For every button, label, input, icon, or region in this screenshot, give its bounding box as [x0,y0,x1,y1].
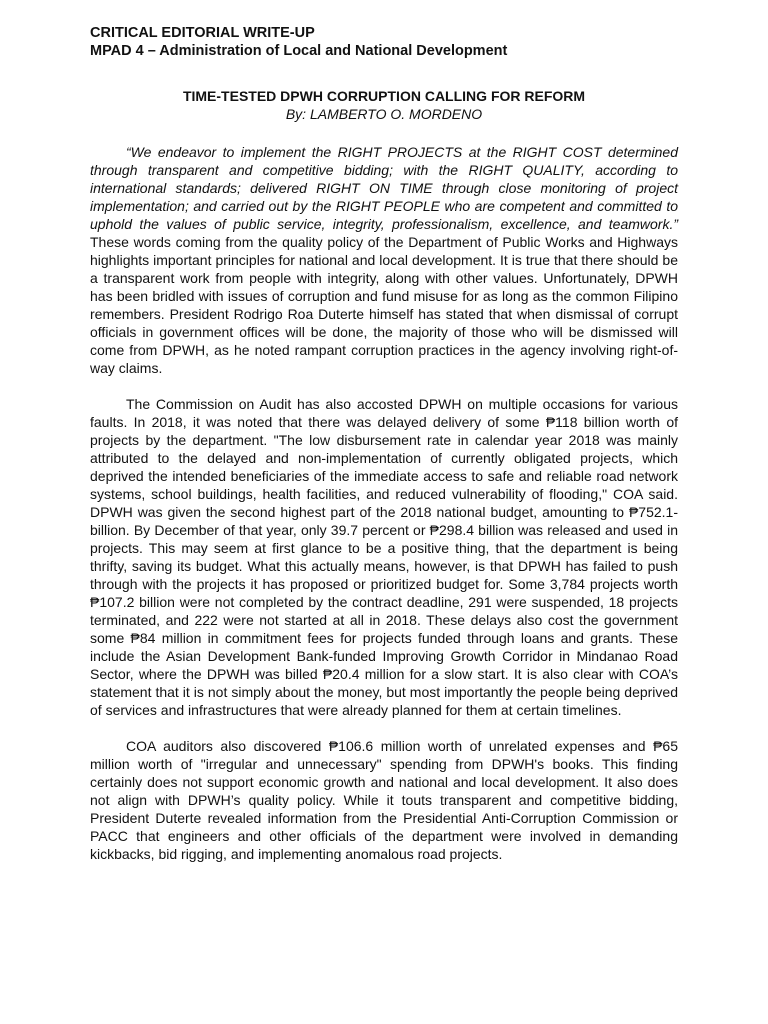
paragraph-1 [90,143,678,377]
article-byline: By: LAMBERTO O. MORDENO [285,106,483,122]
paragraph-3: COA auditors also discovered ₱106.6 million worth of unrelated expenses and ₱65 million worth of "irregular and unnecessary" spending from DPWH's books. This finding certainly does not support economic growth and national and local development. It also does not align with DPWH’s quality policy. While it touts transparent and competitive bidding, President Duterte revealed information from the Presidential Anti-Corruption Commission or PACC that engineers and other officials of the department were involved in demanding kickbacks, bid rigging, and implementing anomalous road projects. [90,738,678,862]
paragraph-1-body: These words coming from the quality policy of the Department of Public Works and Highways highlights important principles for national and local development. It is true that there should be a transparent work from people with integrity, along with other values. Unfortunately, DPWH has been bridled with issues of corruption and fund misuse for as long as the common Filipino remembers. President Rodrigo Roa Duterte himself has stated that when dismissal of corrupt officials in government offices will be done, the majority of those who will be dismissed will come from DPWH, as he noted rampant corruption practices in the agency involving right-of-way claims. [90,234,678,376]
article-title: TIME-TESTED DPWH CORRUPTION CALLING FOR REFORM [182,88,586,104]
header-line-2: MPAD 4 – Administration of Local and National Development [90,43,508,59]
document-page [90,24,678,863]
paragraph-2: The Commission on Audit has also accosted DPWH on multiple occasions for various faults. In 2018, it was noted that there was delayed delivery of some ₱118 billion worth of projects by the department. "The low disbursement rate in calendar year 2018 was mainly attributed to the delayed and non-implementation of currently obligated projects, which deprived the intended beneficiaries of the immediate access to safe and reliable road network systems, school buildings, health facilities, and reduced vulnerability of flooding," COA said. DPWH was given the second highest part of the 2018 national budget, amounting to ₱752.1-billion. By December of that year, only 39.7 percent or ₱298.4 billion was released and used in projects. This may seem at first glance to be a positive thing, that the department is being thrifty, saving its budget. What this actually means, however, is that DPWH has failed to push through with the projects it has proposed or prioritized budget for. Some 3,784 projects worth ₱107.2 billion were not completed by the contract deadline, 291 were suspended, 18 projects terminated, and 222 were not started at all in 2018. These delays also cost the government some ₱84 million in commitment fees for projects funded through loans and grants. These include the Asian Development Bank-funded Improving Growth Corridor in Mindanao Road Sector, where the DPWH was billed ₱20.4 million for a slow start. It is also clear with COA’s statement that it is not simply about the money, but most importantly the people being deprived of services and infrastructures that were already planned for them at certain timelines. [90,396,678,718]
header-line-1: CRITICAL EDITORIAL WRITE-UP [90,25,315,41]
quality-policy-quote: “We endeavor to implement the RIGHT PROJECTS at the RIGHT COST determined through transparent and competitive bidding; with the RIGHT QUALITY, according to international standards; delivered RIGHT ON TIME through close monitoring of project implementation; and carried out by the RIGHT PEOPLE who are competent and committed to uphold the values of public service, integrity, professionalism, excellence, and teamwork.” [90,144,678,232]
